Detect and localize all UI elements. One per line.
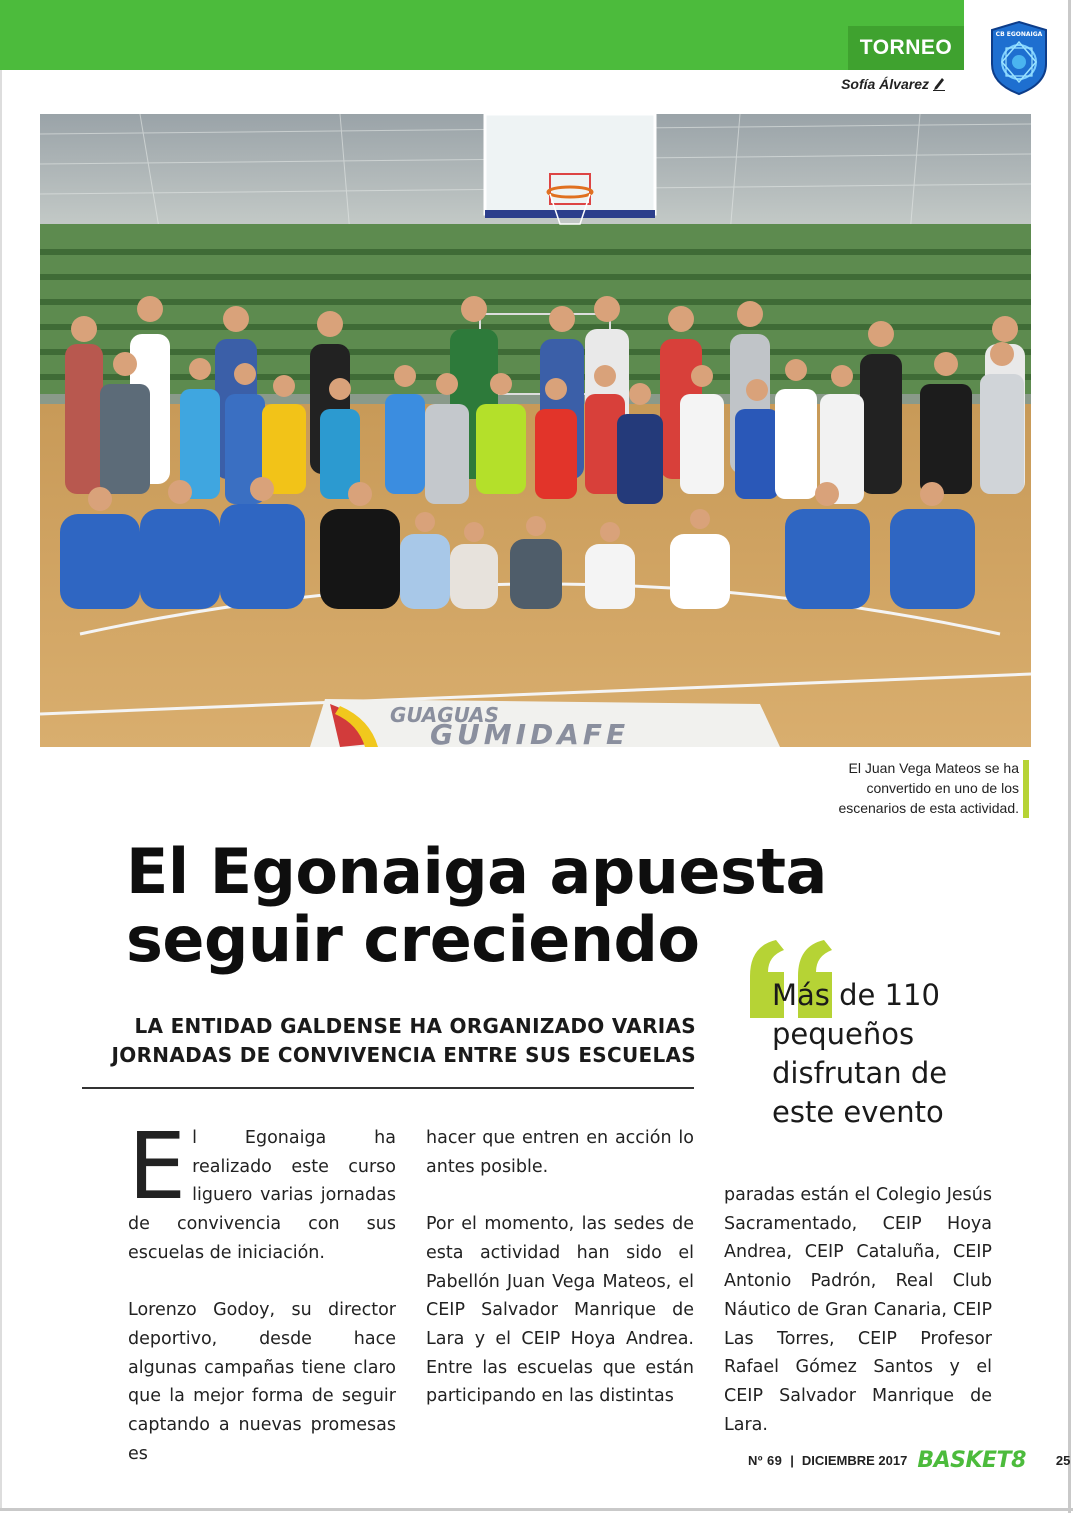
photo-caption: El Juan Vega Mateos se ha convertido en uno de los escenarios de esta actividad. <box>838 760 1019 816</box>
body-paragraph: Lorenzo Godoy, su director deportivo, desde hace algunas campañas tiene claro que la mejor forma de seguir captando a nuevas promesas es <box>128 1300 396 1464</box>
section-tag: TORNEO <box>848 26 964 70</box>
page-edge-left <box>0 70 2 1510</box>
header-band <box>0 0 964 70</box>
team-photo <box>40 114 1031 747</box>
headline-line1: El Egonaiga apuesta <box>126 835 827 908</box>
drop-cap: E <box>128 1113 187 1220</box>
issue-date: DICIEMBRE 2017 <box>801 1452 908 1468</box>
author-name: Sofía Álvarez <box>841 76 929 92</box>
page-edge-bottom <box>0 1508 1073 1511</box>
body-paragraph <box>128 1113 396 1268</box>
subhead-line2: JORNADAS DE CONVIVENCIA ENTRE SUS ESCUELAS <box>111 1043 696 1067</box>
page-footer <box>748 1448 1070 1472</box>
footer-separator: | <box>790 1452 794 1468</box>
body-paragraph: paradas están el Colegio Jesús Sacramentado, CEIP Hoya Andrea, CEIP Cataluña, CEIP Antonio Padrón, Real Club Náutico de Gran Canaria, CEIP Las Torres, CEIP Profesor Rafael Gómez Santos y el CEIP Salvador Manrique de Lara. <box>724 1185 992 1435</box>
pen-icon <box>933 77 945 91</box>
headline-line2: seguir creciendo <box>126 903 700 976</box>
body-paragraph: Por el momento, las sedes de esta actividad han sido el Pabellón Juan Vega Mateos, el CEIP Salvador Manrique de Lara y el CEIP Hoya Andrea. Entre las escuelas que están participando en las distintas <box>426 1214 694 1407</box>
subhead-line1: LA ENTIDAD GALDENSE HA ORGANIZADO VARIAS <box>134 1014 696 1038</box>
banner-line1: GUAGUAS <box>390 703 499 727</box>
body-column-3 <box>724 1181 992 1468</box>
author-byline <box>841 76 945 92</box>
club-logo <box>988 20 1050 96</box>
body-column-2 <box>426 1124 694 1440</box>
body-column-1 <box>128 1113 396 1497</box>
headline-rule <box>82 1087 694 1089</box>
subheadline <box>96 1012 696 1070</box>
page-number: 25 <box>1055 1452 1071 1468</box>
body-paragraph: hacer que entren en acción lo antes posible. <box>426 1128 694 1177</box>
club-logo-text: CB EGONAIGA <box>995 31 1043 38</box>
magazine-brand: BASKET8 <box>917 1447 1026 1473</box>
page-edge-right <box>1068 0 1071 1513</box>
paragraph-text: l Egonaiga ha realizado este curso liguero varias jornadas de convivencia con sus escuelas de iniciación. <box>128 1128 396 1263</box>
banner-line2: GUMIDAFE <box>430 718 630 747</box>
caption-accent-bar <box>1023 760 1029 818</box>
pull-quote: Más de 110 pequeños disfrutan de este evento <box>772 978 948 1129</box>
issue-number: Nº 69 <box>748 1452 783 1468</box>
